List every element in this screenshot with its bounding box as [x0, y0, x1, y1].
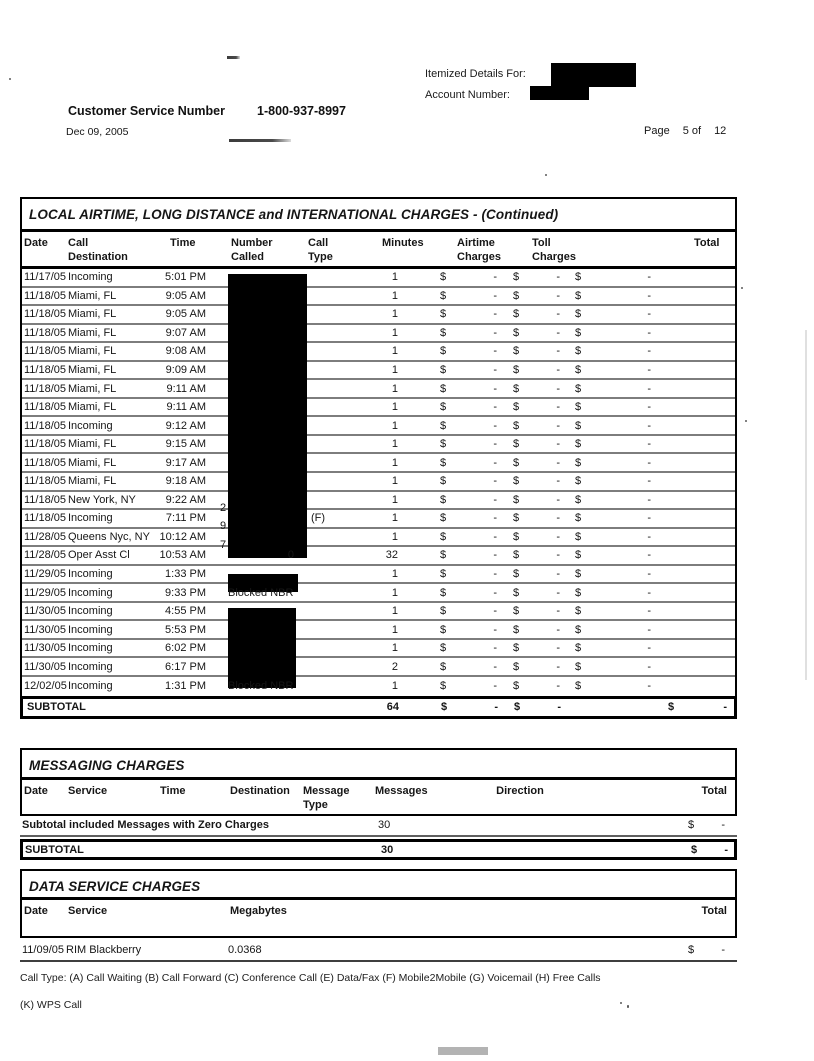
call-date: 11/28/05: [24, 530, 67, 543]
toll-charge: $ -: [513, 642, 560, 655]
airtime-charge: $ -: [440, 549, 497, 562]
call-destination: New York, NY: [68, 493, 136, 506]
data-service-title: DATA SERVICE CHARGES: [22, 871, 735, 900]
call-row: [22, 454, 735, 473]
call-destination: Incoming: [68, 605, 113, 618]
call-minutes: 1: [391, 568, 398, 581]
call-destination: Incoming: [68, 586, 113, 599]
call-row: [22, 529, 735, 551]
call-minutes: 1: [391, 345, 398, 358]
col-ds-total: Total: [701, 905, 727, 917]
call-destination: Incoming: [68, 512, 113, 525]
toll-charge: $ -: [513, 345, 560, 358]
toll-charge: $ -: [513, 456, 560, 469]
messaging-title: MESSAGING CHARGES: [22, 750, 735, 780]
messaging-subtotal-label: SUBTOTAL: [25, 843, 84, 856]
call-time: 9:09 AM: [165, 364, 206, 376]
scan-speck: [745, 420, 747, 422]
call-minutes: 1: [391, 382, 398, 395]
call-destination: Incoming: [68, 680, 113, 693]
airtime-charge: $ -: [440, 456, 497, 469]
call-charges-header: [22, 232, 735, 269]
call-date: 11/18/05: [24, 419, 67, 432]
call-time: 9:11 AM: [166, 401, 206, 414]
total-charge: $ -: [575, 456, 651, 469]
call-minutes: 1: [391, 401, 398, 414]
call-row: [22, 492, 735, 514]
scan-artifact-graybox: [438, 1047, 488, 1055]
customer-service-label: Customer Service Number: [68, 104, 226, 118]
toll-charge: $ -: [513, 549, 560, 562]
zero-charges-messages: 30: [378, 818, 391, 831]
total-charge: $ -: [575, 326, 651, 339]
call-time: 5:53 PM: [165, 623, 206, 636]
call-destination: Oper Asst Cl: [68, 549, 130, 562]
call-minutes: 1: [391, 456, 398, 469]
toll-charge: $ -: [513, 382, 560, 395]
col-airtime-charges: Airtime Charges: [457, 237, 502, 264]
call-minutes: 32: [385, 549, 398, 562]
subtotal-minutes: 64: [386, 701, 399, 714]
airtime-charge: $ -: [440, 308, 497, 321]
col-date: Date: [24, 237, 48, 249]
toll-charge: $ -: [513, 530, 560, 543]
col-ds-megabytes: Megabytes: [230, 905, 287, 917]
subtotal-toll: $ -: [514, 701, 561, 714]
call-row: [22, 380, 735, 399]
call-date: 11/18/05: [24, 456, 67, 469]
toll-charge: $ -: [513, 364, 560, 376]
airtime-charge: $ -: [440, 586, 497, 599]
total-charge: $ -: [575, 623, 651, 636]
airtime-charge: $ -: [440, 680, 497, 693]
call-row: [22, 658, 735, 677]
call-row: [22, 436, 735, 455]
total-charge: $ -: [575, 605, 651, 618]
call-minutes: 1: [391, 271, 398, 284]
call-row: [22, 343, 735, 362]
call-date: 11/30/05: [24, 642, 67, 655]
number-prefix-digit: 9: [220, 520, 227, 533]
call-number: Blocked NBR: [228, 586, 294, 599]
messaging-subtotal-messages: 30: [381, 843, 394, 856]
airtime-charge: $ -: [440, 419, 497, 432]
subtotal-label: SUBTOTAL: [27, 701, 86, 714]
call-row: [22, 640, 735, 659]
call-time: 9:05 AM: [165, 289, 206, 302]
call-row: [22, 473, 735, 492]
call-time: 9:05 AM: [165, 308, 206, 321]
total-charge: $ -: [575, 549, 651, 562]
call-time: 9:12 AM: [165, 419, 206, 432]
customer-service-number: 1-800-937-8997: [257, 104, 346, 118]
airtime-charge: $ -: [440, 271, 497, 284]
page-label: Page: [644, 125, 670, 137]
airtime-charge: $ -: [440, 289, 497, 302]
toll-charge: $ -: [513, 512, 560, 525]
call-date: 11/18/05: [24, 345, 67, 358]
call-time: 6:17 PM: [165, 660, 206, 673]
call-time: 5:01 PM: [165, 271, 206, 284]
total-charge: $ -: [575, 586, 651, 599]
total-charge: $ -: [575, 364, 651, 376]
call-minutes: 1: [391, 623, 398, 636]
zero-charges-label: Subtotal included Messages with Zero Charges: [22, 818, 269, 831]
col-msg-messages: Messages: [375, 785, 428, 797]
scan-speck: [545, 174, 547, 176]
call-destination: Incoming: [68, 642, 113, 655]
call-time: 4:55 PM: [165, 605, 206, 618]
col-call-type: Call Type: [308, 237, 333, 264]
call-time: 9:08 AM: [165, 345, 206, 358]
toll-charge: $ -: [513, 605, 560, 618]
call-time: 6:02 PM: [165, 642, 206, 655]
call-time: 9:17 AM: [165, 456, 206, 469]
call-date: 11/18/05: [24, 289, 67, 302]
toll-charge: $ -: [513, 271, 560, 284]
col-ds-service: Service: [68, 905, 108, 917]
account-number-label: Account Number:: [425, 89, 510, 101]
col-msg-direction: Direction: [496, 785, 544, 797]
call-date: 12/02/05: [24, 680, 67, 693]
itemized-details-label: Itemized Details For:: [425, 68, 526, 80]
col-minutes: Minutes: [382, 237, 424, 249]
page-current: 5 of: [682, 125, 702, 137]
call-date: 11/28/05: [24, 549, 67, 562]
airtime-charge: $ -: [440, 364, 497, 376]
call-date: 11/30/05: [24, 623, 67, 636]
call-date: 11/30/05: [24, 605, 67, 618]
call-date: 11/18/05: [24, 438, 67, 451]
messaging-charges-table: [20, 748, 737, 816]
data-service-table: [20, 869, 737, 938]
total-charge: $ -: [575, 308, 651, 321]
call-row: [22, 677, 735, 696]
col-msg-service: Service: [68, 785, 108, 797]
call-type-legend: Call Type: (A) Call Waiting (B) Call Forward (C) Conference Call (E) Data/Fax (F) Mobile2Mobile (G) Voicemail (H) Free Calls: [20, 972, 601, 984]
call-time: 9:22 AM: [165, 493, 206, 506]
airtime-charge: $ -: [440, 345, 497, 358]
call-destination: Incoming: [68, 660, 113, 673]
call-destination: Incoming: [68, 419, 113, 432]
call-time: 1:33 PM: [165, 568, 206, 581]
call-destination: Miami, FL: [68, 382, 117, 395]
call-subtotal-row: [20, 696, 737, 719]
call-time: 9:07 AM: [165, 326, 206, 339]
redacted-account-number: [530, 86, 589, 100]
call-minutes: 1: [391, 326, 398, 339]
col-toll-charges: Toll Charges: [532, 237, 577, 264]
call-minutes: 1: [391, 438, 398, 451]
call-date: 11/18/05: [24, 493, 67, 506]
call-destination: Miami, FL: [68, 438, 117, 451]
toll-charge: $ -: [513, 438, 560, 451]
total-charge: $ -: [575, 493, 651, 506]
messaging-subtotal-row: [20, 839, 737, 860]
call-time: 9:18 AM: [165, 475, 206, 488]
call-time: 9:33 PM: [165, 586, 206, 599]
scan-speck: [9, 78, 11, 80]
redacted-customer-name: [551, 63, 636, 87]
call-table-rows: [22, 269, 735, 696]
total-charge: $ -: [575, 530, 651, 543]
call-number: 0: [287, 549, 294, 562]
toll-charge: $ -: [513, 475, 560, 488]
total-charge: $ -: [575, 642, 651, 655]
call-time: 9:15 AM: [165, 438, 206, 451]
scan-artifact-vline: [805, 330, 807, 680]
call-destination: Miami, FL: [68, 456, 117, 469]
total-charge: $ -: [575, 401, 651, 414]
call-destination: Miami, FL: [68, 475, 117, 488]
total-charge: $ -: [575, 568, 651, 581]
call-date: 11/18/05: [24, 308, 67, 321]
call-destination: Miami, FL: [68, 326, 117, 339]
call-destination: Incoming: [68, 568, 113, 581]
call-date: 11/29/05: [24, 568, 67, 581]
total-charge: $ -: [575, 289, 651, 302]
call-destination: Miami, FL: [68, 289, 117, 302]
col-ds-date: Date: [24, 905, 48, 917]
call-row: [22, 306, 735, 325]
scan-speck: [627, 1005, 629, 1008]
total-charge: $ -: [575, 419, 651, 432]
call-minutes: 1: [391, 475, 398, 488]
call-row: [22, 417, 735, 436]
call-minutes: 1: [391, 680, 398, 693]
toll-charge: $ -: [513, 419, 560, 432]
call-date: 11/18/05: [24, 512, 67, 525]
call-minutes: 2: [391, 660, 398, 673]
messaging-subtotal-total: $ -: [691, 843, 728, 856]
data-service-header: [22, 900, 735, 936]
call-row: [22, 362, 735, 381]
call-minutes: 1: [391, 364, 398, 376]
call-date: 11/17/05: [24, 271, 67, 284]
messaging-zero-row: [20, 814, 737, 837]
call-row: [22, 288, 735, 307]
call-destination: Miami, FL: [68, 345, 117, 358]
call-date: 11/18/05: [24, 326, 67, 339]
call-date: 11/18/05: [24, 382, 67, 395]
call-row: [22, 399, 735, 418]
col-spacer: [568, 236, 660, 266]
call-type: (F): [311, 512, 326, 525]
scan-artifact-dash: [227, 56, 240, 59]
subtotal-total: $ -: [668, 701, 727, 714]
toll-charge: $ -: [513, 623, 560, 636]
call-destination: Miami, FL: [68, 401, 117, 414]
call-date: 11/18/05: [24, 401, 67, 414]
airtime-charge: $ -: [440, 530, 497, 543]
airtime-charge: $ -: [440, 642, 497, 655]
airtime-charge: $ -: [440, 382, 497, 395]
airtime-charge: $ -: [440, 401, 497, 414]
call-minutes: 1: [391, 605, 398, 618]
call-minutes: 1: [391, 512, 398, 525]
total-charge: $ -: [575, 512, 651, 525]
call-time: 1:31 PM: [165, 680, 206, 693]
statement-date: Dec 09, 2005: [66, 126, 129, 138]
col-msg-date: Date: [24, 785, 48, 797]
call-time: 10:12 AM: [159, 530, 206, 543]
call-destination: Miami, FL: [68, 364, 117, 376]
scan-speck: [741, 287, 743, 289]
call-date: 11/18/05: [24, 475, 67, 488]
call-charges-table: [20, 197, 737, 719]
total-charge: $ -: [575, 475, 651, 488]
col-time: Time: [170, 237, 196, 249]
call-row: [22, 547, 735, 566]
call-row: [22, 269, 735, 288]
col-number-called: Number Called: [231, 237, 273, 264]
call-destination: Queens Nyc, NY: [68, 530, 150, 543]
call-minutes: 1: [391, 530, 398, 543]
call-row: [22, 603, 735, 622]
airtime-charge: $ -: [440, 326, 497, 339]
call-number: Blocked NBR: [228, 680, 294, 693]
toll-charge: $ -: [513, 401, 560, 414]
col-msg-total: Total: [701, 785, 727, 797]
data-service-row: [20, 940, 737, 962]
airtime-charge: $ -: [440, 568, 497, 581]
ds-row-date: 11/09/05: [22, 944, 65, 956]
col-total: Total: [694, 237, 720, 249]
scan-speck: [620, 1002, 622, 1004]
airtime-charge: $ -: [440, 623, 497, 636]
call-row: [22, 584, 735, 603]
ds-row-service: RIM Blackberry: [66, 944, 142, 956]
toll-charge: $ -: [513, 660, 560, 673]
toll-charge: $ -: [513, 680, 560, 693]
airtime-charge: $ -: [440, 512, 497, 525]
number-prefix-digit: 2: [220, 501, 227, 514]
call-time: 7:11 PM: [165, 512, 206, 525]
col-msg-time: Time: [160, 785, 186, 797]
call-row: [22, 621, 735, 640]
number-prefix-digit: 7: [220, 538, 227, 551]
call-date: 11/29/05: [24, 586, 67, 599]
page-total: 12: [714, 125, 727, 137]
call-row: [22, 566, 735, 585]
total-charge: $ -: [575, 680, 651, 693]
airtime-charge: $ -: [440, 438, 497, 451]
airtime-charge: $ -: [440, 605, 497, 618]
call-minutes: 1: [391, 308, 398, 321]
call-charges-title: LOCAL AIRTIME, LONG DISTANCE and INTERNATIONAL CHARGES - (Continued): [22, 199, 735, 232]
toll-charge: $ -: [513, 586, 560, 599]
total-charge: $ -: [575, 438, 651, 451]
scan-artifact-underline: [229, 139, 291, 142]
call-minutes: 1: [391, 586, 398, 599]
call-row: [22, 325, 735, 344]
call-time: 10:53 AM: [159, 549, 206, 562]
toll-charge: $ -: [513, 289, 560, 302]
call-minutes: 1: [391, 493, 398, 506]
col-msg-type: Message Type: [303, 785, 350, 812]
wps-call-legend: (K) WPS Call: [20, 999, 82, 1011]
page-indicator: [644, 125, 726, 137]
call-minutes: 1: [391, 642, 398, 655]
total-charge: $ -: [575, 660, 651, 673]
call-destination: Miami, FL: [68, 308, 117, 321]
airtime-charge: $ -: [440, 475, 497, 488]
total-charge: $ -: [575, 271, 651, 284]
call-minutes: 1: [391, 289, 398, 302]
col-msg-destination: Destination: [230, 785, 290, 797]
total-charge: $ -: [575, 382, 651, 395]
toll-charge: $ -: [513, 568, 560, 581]
airtime-charge: $ -: [440, 493, 497, 506]
messaging-header: [22, 780, 735, 814]
zero-charges-total: $ -: [688, 818, 725, 831]
call-date: 11/30/05: [24, 660, 67, 673]
airtime-charge: $ -: [440, 660, 497, 673]
subtotal-airtime: $ -: [441, 701, 498, 714]
call-row: [22, 510, 735, 533]
toll-charge: $ -: [513, 326, 560, 339]
call-time: 9:11 AM: [166, 382, 206, 395]
toll-charge: $ -: [513, 493, 560, 506]
total-charge: $ -: [575, 345, 651, 358]
call-date: 11/18/05: [24, 364, 67, 376]
call-destination: Incoming: [68, 623, 113, 636]
ds-row-megabytes: 0.0368: [228, 944, 262, 956]
toll-charge: $ -: [513, 308, 560, 321]
call-minutes: 1: [391, 419, 398, 432]
col-call-destination: Call Destination: [68, 237, 128, 264]
call-destination: Incoming: [68, 271, 113, 284]
ds-row-total: $ -: [688, 944, 725, 956]
